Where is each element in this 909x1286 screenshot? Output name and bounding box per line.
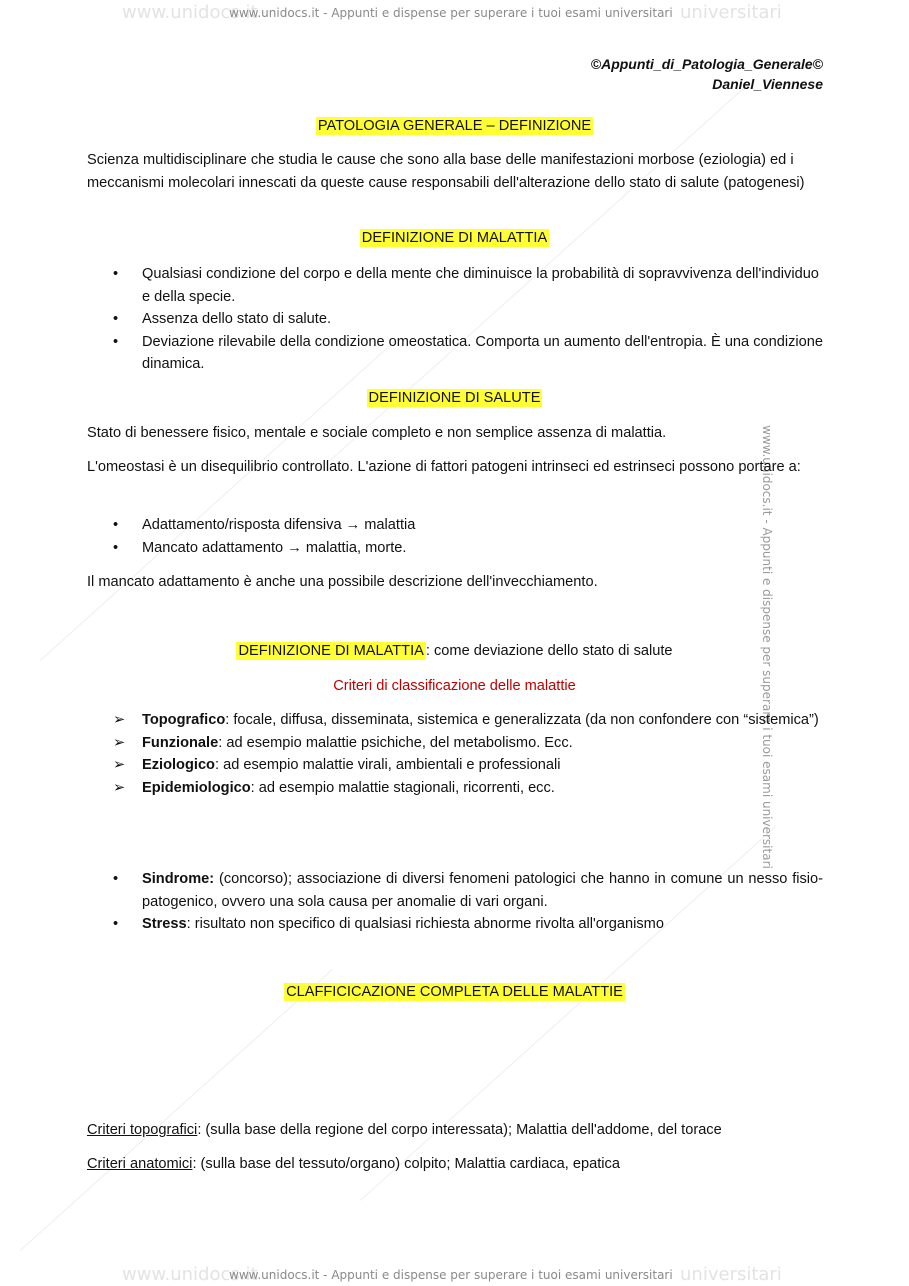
list-item: ➢ Topografico: focale, diffusa, disseminata, sistemica e generalizzata (da non confondere con “sistemica”) [113,712,819,728]
list-item: • Adattamento/risposta difensiva → malattia [113,517,416,533]
list-adattamento [113,514,823,559]
watermark-ghost-left: www.unidocs.it [122,2,258,23]
list-malattia [113,263,823,376]
heading-definizione-malattia: DEFINIZIONE DI MALATTIA [361,230,548,246]
watermark-ghost-right: universitari [680,1264,782,1285]
watermark-bottom: www.unidocs.it - Appunti e dispense per superare i tuoi esami universitari [229,1268,673,1282]
list-item: ➢ Epidemiologico: ad esempio malattie stagionali, ricorrenti, ecc. [113,779,555,796]
paragraph-salute: Stato di benessere fisico, mentale e sociale completo e non semplice assenza di malattia. [87,425,667,441]
list-item: • Qualsiasi condizione del corpo e della mente che diminuisce la probabilità di sopravvivenza dell'individuo e della specie. [113,266,819,305]
author-line1: ©Appunti_di_Patologia_Generale© [590,56,823,72]
list-criteri [113,709,823,799]
heading-malattia-deviazione: DEFINIZIONE DI MALATTIA : come deviazione dello stato di salute [238,643,673,659]
list-item: ➢ Eziologico: ad esempio malattie virali, ambientali e professionali [113,757,561,773]
subheading-criteri-classificazione: Criteri di classificazione delle malattie [333,678,576,694]
list-item: • Sindrome: (concorso); associazione di diversi fenomeni patologici che hanno in comune un nesso fisio-patogenico, ovvero una sola causa per anomalie di vari organi. [113,871,823,910]
list-item: • Stress: risultato non specifico di qualsiasi richiesta abnorme rivolta all'organismo [113,916,664,932]
heading-classificazione-completa: CLAFFICICAZIONE COMPLETA DELLE MALATTIE [286,984,623,1000]
heading-patologia-generale: PATOLOGIA GENERALE – DEFINIZIONE [317,118,592,134]
list-item: • Deviazione rilevabile della condizione omeostatica. Comporta un aumento dell'entropia. È una condizione dinamica. [113,333,823,372]
heading-definizione-salute: DEFINIZIONE DI SALUTE [368,390,541,406]
watermark-ghost-right: universitari [680,2,782,23]
author-block [591,54,823,94]
list-item: • Assenza dello stato di salute. [113,311,332,327]
watermark-ghost-left: www.unidocs.it [122,1264,258,1285]
paragraph-omeostasi: L'omeostasi è un disequilibrio controllato. L'azione di fattori patogeni intrinseci ed estrinseci possono portare a: [87,459,801,475]
list-item: ➢ Funzionale: ad esempio malattie psichiche, del metabolismo. Ecc. [113,734,573,751]
paragraph-invecchiamento: Il mancato adattamento è anche una possibile descrizione dell'invecchiamento. [87,574,598,590]
watermark-top: www.unidocs.it - Appunti e dispense per superare i tuoi esami universitari [229,6,673,20]
paragraph-criteri-topografici: Criteri topografici: (sulla base della regione del corpo interessata); Malattia dell'addome, del torace [87,1122,722,1138]
paragraph-criteri-anatomici: Criteri anatomici: (sulla base del tessuto/organo) colpito; Malattia cardiaca, epatica [87,1156,620,1172]
list-sindrome-stress [113,868,823,936]
list-item: • Mancato adattamento → malattia, morte. [113,539,407,556]
watermark-line [20,969,333,1251]
watermark-right: www.unidocs.it - Appunti e dispense per superare i tuoi esami universitari [759,425,774,869]
author-line2: Daniel_Viennese [712,76,823,92]
paragraph-patologia-definition: Scienza multidisciplinare che studia le cause che sono alla base delle manifestazioni morbose (eziologia) ed i meccanismi molecolari innescati da queste cause responsabili dell'alterazione dello stato di salute (patogenesi) [87,152,805,191]
